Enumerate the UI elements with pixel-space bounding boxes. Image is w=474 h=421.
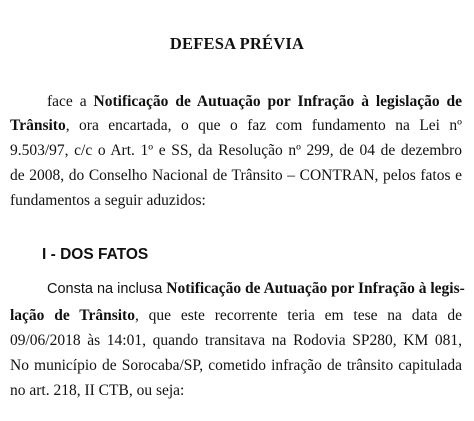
intro-line-4: de 2008, do Conselho Nacional de Trânsito – CONTRAN, pelos fatos e (10, 167, 462, 184)
facts-line-4: No município de Sorocaba/SP, cometido infração de trânsito capitulada (10, 357, 462, 374)
facts-line-1-text: Consta na inclusa (47, 281, 167, 297)
intro-line-2 (10, 116, 462, 136)
facts-line-2 (10, 306, 462, 326)
facts-line-3: 09/06/2018 às 14:01, quando transitava na Rodovia SP280, KM 081, (10, 332, 462, 349)
intro-line-5: fundamentos a seguir aduzidos: (10, 192, 206, 209)
document-title: DEFESA PRÉVIA (169, 34, 305, 53)
facts-line-2-text: , que este recorrente teria em tese na data de (134, 307, 462, 324)
facts-line-1 (47, 279, 465, 299)
intro-line-1-text: face a (47, 93, 94, 110)
intro-line-3: 9.503/97, c/c o Art. 1º e SS, da Resolução nº 299, de 04 de dezembro (10, 142, 462, 159)
intro-line-1 (47, 92, 462, 112)
intro-notification-bold: Notificação de Autuação por Infração à legislação de (93, 93, 462, 110)
intro-transito-bold: Trânsito (10, 117, 66, 134)
section-heading-facts: I - DOS FATOS (42, 246, 149, 263)
intro-line-2-text: , ora encartada, o que o faz com fundamento na Lei nº (65, 117, 462, 134)
facts-legislacao-bold: lação de Trânsito (10, 307, 135, 324)
facts-notification-bold: Notificação de Autuação por Infração à legis- (166, 280, 465, 297)
facts-line-5: no art. 218, II CTB, ou seja: (10, 382, 185, 399)
